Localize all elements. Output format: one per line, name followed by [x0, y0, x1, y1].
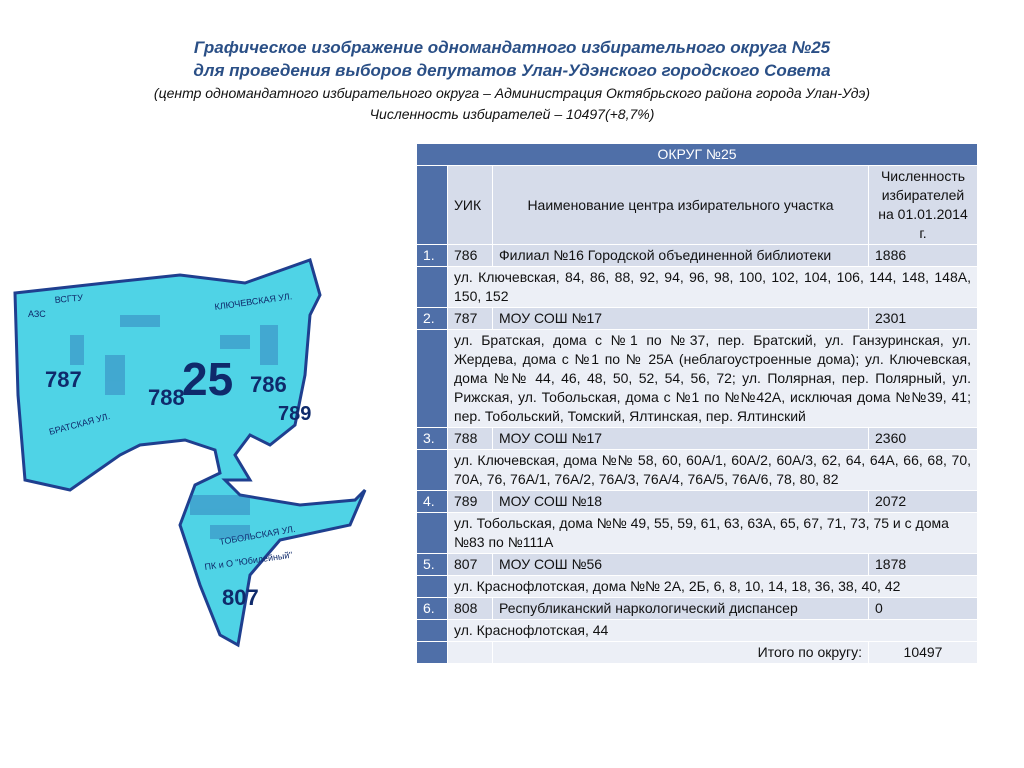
row-address: ул. Братская, дома с №1 по №37, пер. Братский, ул. Ганзуринская, ул. Жердева, дома с №1 по № 25А (неблагоустроенные дома); ул. Ключевская, дома №№ 44, 46, 48, 50, 52, 54, 56, 72; ул. Полярная, пер. Полярный, ул. Рижская, ул. Тобольская, дома с №1 по №№42А, исключая дома №№39, 41; пер. Тобольский, Томский, Ялтинская, пер. Ялтинский [448, 330, 978, 428]
row-count: 0 [869, 598, 978, 620]
row-num: 2. [417, 308, 448, 330]
row-count: 2301 [869, 308, 978, 330]
map-label-bratskaya: БРАТСКАЯ УЛ. [47, 411, 112, 437]
row-uik: 787 [448, 308, 493, 330]
table-row-address [417, 620, 978, 642]
table-row [417, 491, 978, 513]
row-address: ул. Краснофлотская, 44 [448, 620, 978, 642]
table-row [417, 245, 978, 267]
table-row [417, 428, 978, 450]
row-address: ул. Ключевская, 84, 86, 88, 92, 94, 96, 98, 100, 102, 104, 106, 144, 148, 148А, 150, 152 [448, 267, 978, 308]
row-count: 1886 [869, 245, 978, 267]
row-name: Филиал №16 Городской объединенной библиотеки [493, 245, 869, 267]
row-uik: 808 [448, 598, 493, 620]
total-value: 10497 [869, 642, 978, 664]
row-num: 3. [417, 428, 448, 450]
row-uik: 789 [448, 491, 493, 513]
map-label-klyuchevskaya: КЛЮЧЕВСКАЯ УЛ. [213, 291, 293, 312]
row-name: МОУ СОШ №17 [493, 308, 869, 330]
subtitle-center: (центр одномандатного избирательного округа – Администрация Октябрьского района города Улан-Удэ) [153, 85, 871, 101]
table-row-address [417, 513, 978, 554]
page-title-line-2: для проведения выборов депутатов Улан-Удэнского городского Совета [193, 61, 831, 80]
row-num: 5. [417, 554, 448, 576]
table-total-row [417, 642, 978, 664]
row-uik: 788 [448, 428, 493, 450]
row-address: ул. Ключевская, дома №№ 58, 60, 60А/1, 60А/2, 60А/3, 62, 64, 64А, 66, 68, 70, 70А, 76, 76А/1, 76А/2, 76А/3, 76А/4, 76А/5, 76А/6, 78, 80, 82 [448, 450, 978, 491]
row-name: МОУ СОШ №56 [493, 554, 869, 576]
table-row-address [417, 267, 978, 308]
col-header-name: Наименование центра избирательного участка [493, 166, 869, 245]
table-header: ОКРУГ №25 [417, 144, 978, 166]
row-name: МОУ СОШ №18 [493, 491, 869, 513]
map-label-azs: АЗС [28, 309, 46, 319]
district-table [416, 143, 978, 664]
district-shape [15, 260, 365, 645]
total-label: Итого по округу: [493, 642, 869, 664]
table-row-address [417, 576, 978, 598]
table-row-address [417, 450, 978, 491]
row-num: 1. [417, 245, 448, 267]
row-uik: 807 [448, 554, 493, 576]
header-num-cell [417, 166, 448, 245]
map-label-park: ПК и О "Юбилейный" [203, 549, 294, 572]
row-name: Республиканский наркологический диспансер [493, 598, 869, 620]
row-name: МОУ СОШ №17 [493, 428, 869, 450]
row-count: 2072 [869, 491, 978, 513]
map-label-vsgtu: ВСГТУ [54, 292, 84, 305]
table-row [417, 554, 978, 576]
row-num: 6. [417, 598, 448, 620]
table-row [417, 598, 978, 620]
map-label-807: 807 [222, 585, 259, 610]
row-count: 1878 [869, 554, 978, 576]
map-label-788: 788 [148, 385, 185, 410]
map-label-tobolskaya: ТОБОЛЬСКАЯ УЛ. [218, 523, 297, 547]
map-label-787: 787 [45, 367, 82, 392]
col-header-uik: УИК [448, 166, 493, 245]
map-label-786: 786 [250, 372, 287, 397]
row-count: 2360 [869, 428, 978, 450]
page-title-line-1: Графическое изображение одномандатного избирательного округа №25 [193, 38, 831, 57]
map-label-789: 789 [278, 403, 312, 425]
row-num: 4. [417, 491, 448, 513]
subtitle-voters: Численность избирателей – 10497(+8,7%) [369, 106, 655, 122]
col-header-count: Численность избирателей на 01.01.2014 г. [869, 166, 978, 245]
district-map [10, 255, 410, 675]
row-uik: 786 [448, 245, 493, 267]
table-row-address [417, 330, 978, 428]
row-address: ул. Тобольская, дома №№ 49, 55, 59, 61, 63, 63А, 65, 67, 71, 73, 75 и с дома №83 по №111А [448, 513, 978, 554]
row-address: ул. Краснофлотская, дома №№ 2А, 2Б, 6, 8, 10, 14, 18, 36, 38, 40, 42 [448, 576, 978, 598]
table-row [417, 308, 978, 330]
map-label-district: 25 [182, 353, 234, 405]
